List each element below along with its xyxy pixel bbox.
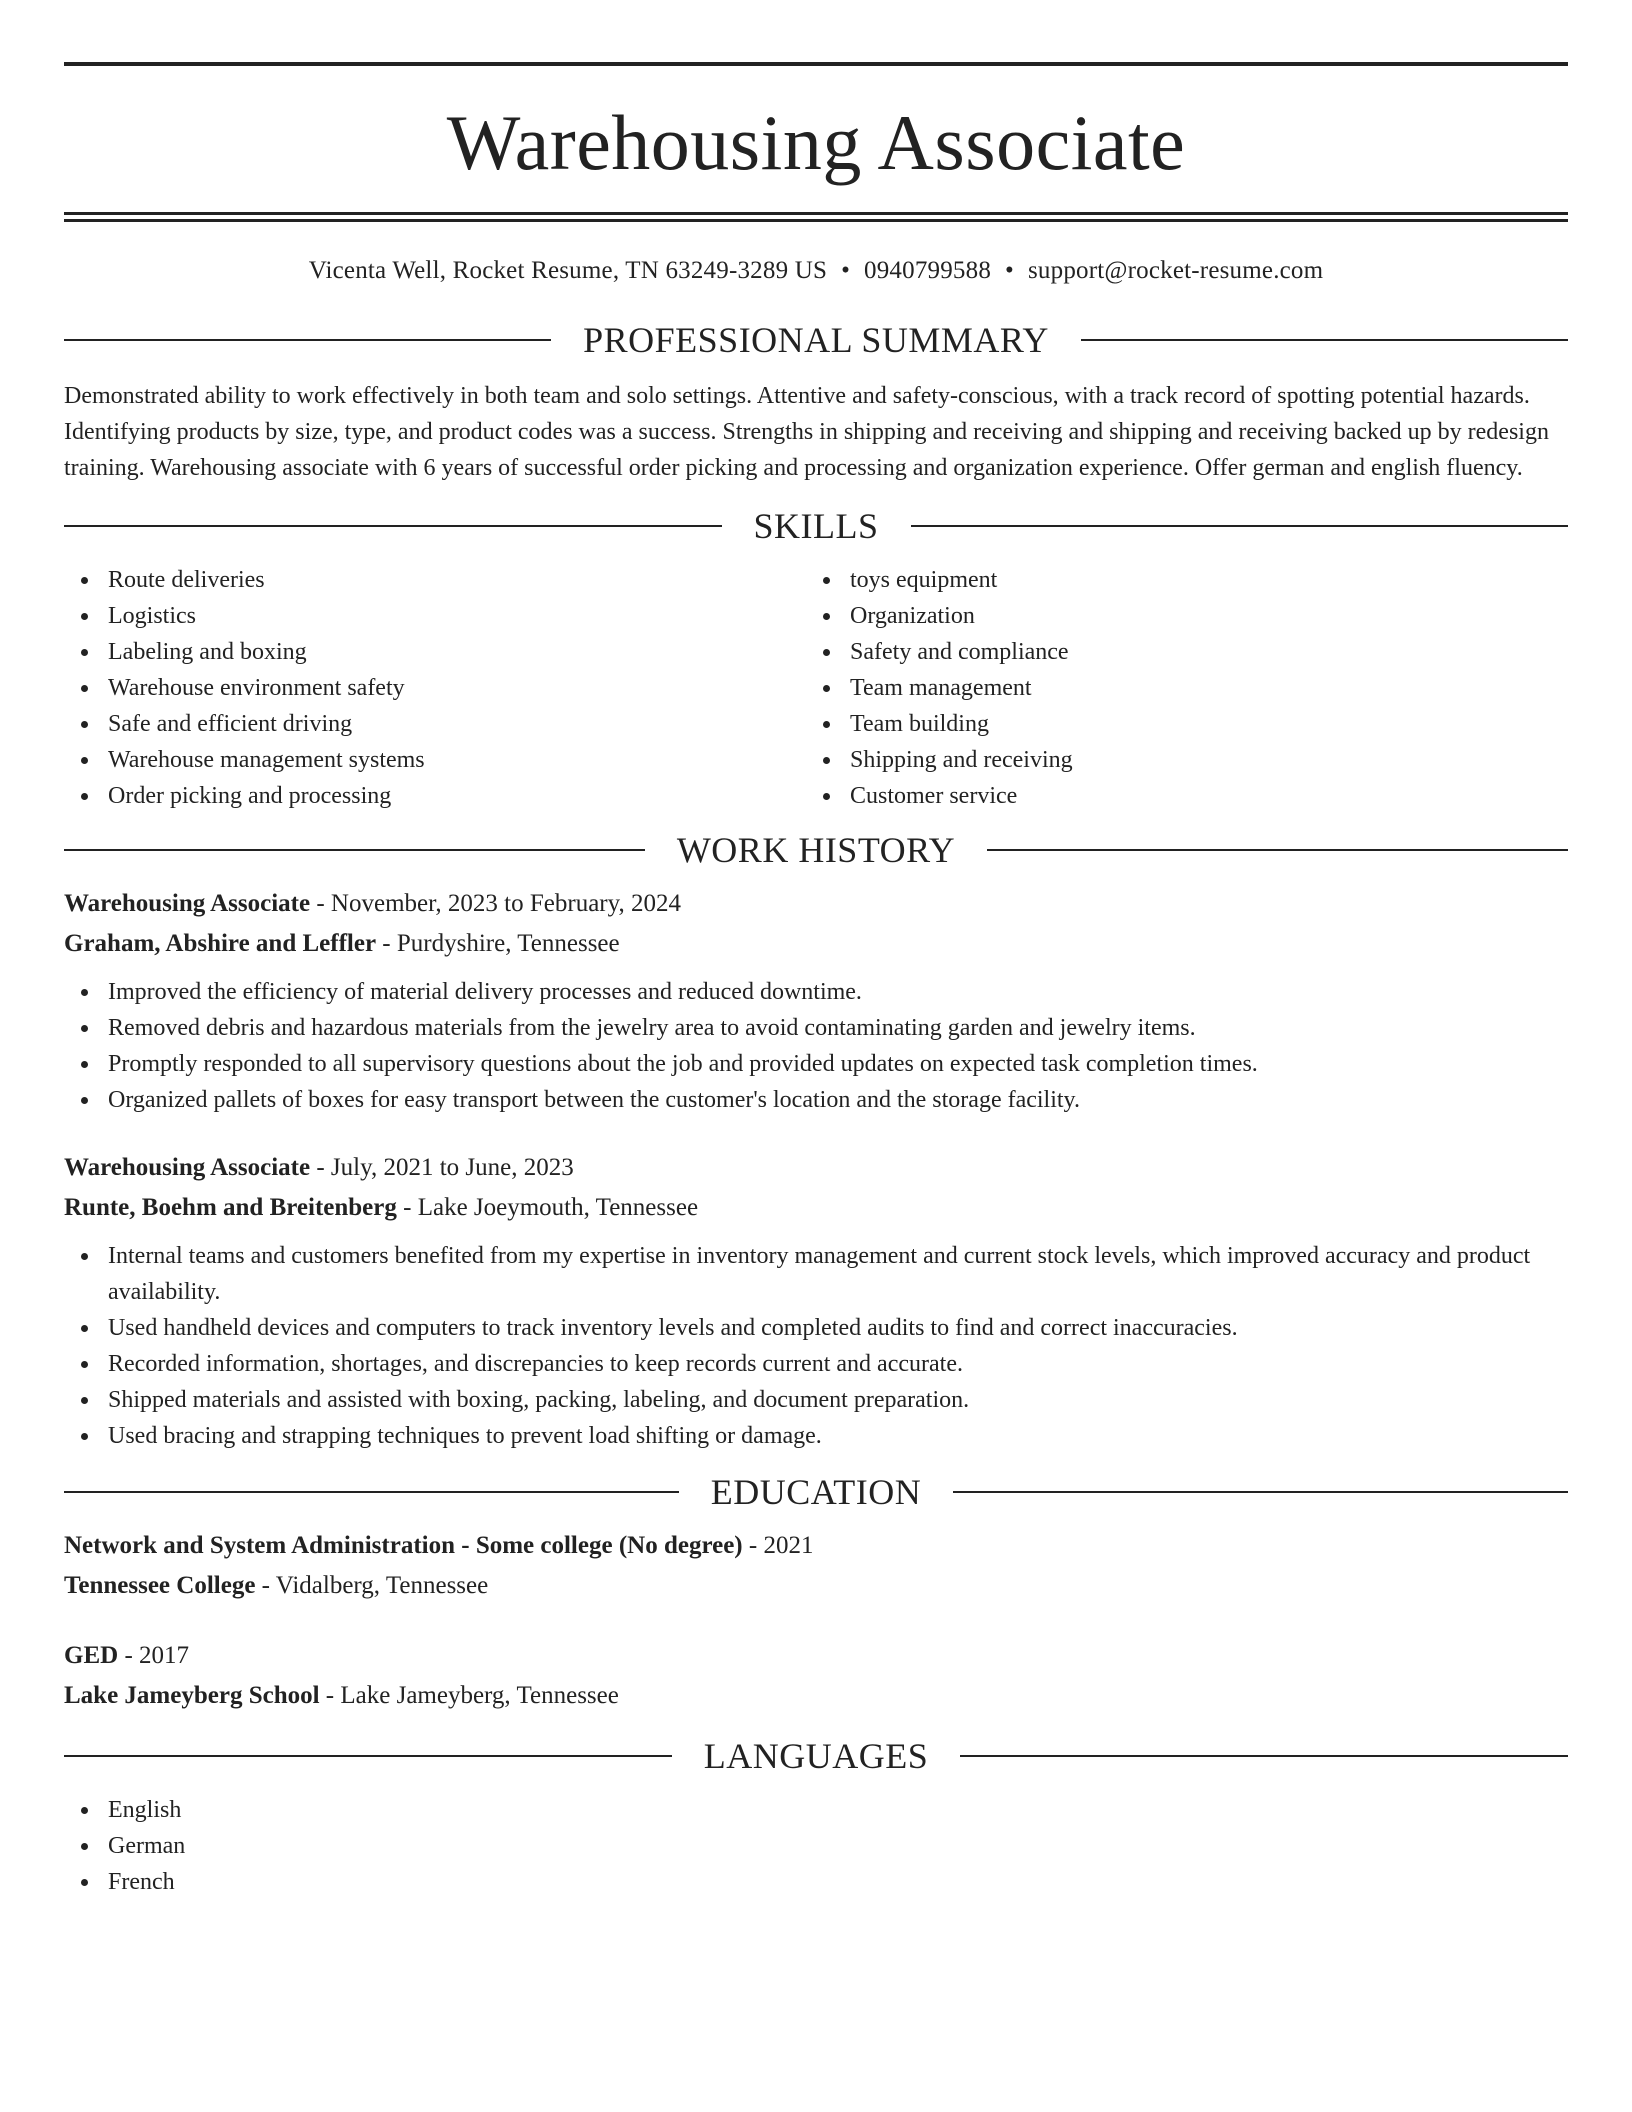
education-degree: GED: [64, 1642, 119, 1669]
contact-separator: •: [841, 257, 851, 284]
job-duty: Removed debris and hazardous materials from the jewelry area to avoid contaminating garden and jewelry items.: [64, 1010, 1568, 1046]
skill-item: Team management: [806, 670, 1548, 706]
skill-item: Customer service: [806, 778, 1548, 814]
section-title: EDUCATION: [710, 1472, 922, 1512]
section-heading-work-history: [64, 832, 1568, 868]
section-heading-summary: [64, 322, 1568, 358]
job-company-line: [64, 924, 1568, 964]
heading-rule: [987, 849, 1568, 851]
job-duty: Recorded information, shortages, and discrepancies to keep records current and accurate.: [64, 1346, 1568, 1382]
job-title-line: [64, 884, 1568, 924]
job-entry: [64, 1148, 1568, 1454]
contact-separator: •: [1005, 257, 1014, 284]
job-duty: Improved the efficiency of material delivery processes and reduced downtime.: [64, 974, 1568, 1010]
skill-item: Organization: [806, 598, 1548, 634]
education-school-line: [64, 1566, 1568, 1606]
language-item: French: [64, 1864, 1568, 1900]
education-entry: [64, 1526, 1568, 1606]
title-double-rule: [64, 212, 1568, 222]
resume-page: [64, 62, 1568, 1900]
education-school: Tennessee College: [64, 1572, 256, 1599]
education-degree-line: [64, 1636, 1568, 1676]
job-company: Graham, Abshire and Leffler: [64, 930, 377, 957]
education-degree: Network and System Administration - Some college (No degree): [64, 1532, 743, 1559]
job-role: Warehousing Associate: [64, 1154, 311, 1181]
skill-item: Warehouse management systems: [64, 742, 806, 778]
education-degree-line: [64, 1526, 1568, 1566]
summary-text: Demonstrated ability to work effectively in both team and solo settings. Attentive and safety-conscious, with a track record of spotting potential hazards. Identifying products by size, type, and product codes was a success. Strengths in shipping and receiving and shipping and receiving backed up by redesign training. Warehousing associate with 6 years of successful order picking and processing and organization experience. Offer german and english fluency.: [64, 383, 1549, 481]
education-year: - 2021: [742, 1532, 814, 1559]
education-location: - Lake Jameyberg, Tennessee: [319, 1682, 619, 1709]
job-duty: Shipped materials and assisted with boxing, packing, labeling, and document preparation.: [64, 1382, 1568, 1418]
skill-item: Safe and efficient driving: [64, 706, 806, 742]
heading-rule: [64, 339, 551, 341]
language-item: English: [64, 1792, 1568, 1828]
skills-column-right: [806, 562, 1548, 814]
section-heading-skills: [64, 508, 1568, 544]
skill-item: Labeling and boxing: [64, 634, 806, 670]
contact-email: support@rocket-resume.com: [1027, 257, 1324, 284]
section-heading-languages: [64, 1738, 1568, 1774]
heading-rule: [64, 1755, 672, 1757]
skill-item: Shipping and receiving: [806, 742, 1548, 778]
heading-rule: [64, 1491, 679, 1493]
job-dates: - July, 2021 to June, 2023: [310, 1154, 574, 1181]
job-duty: Promptly responded to all supervisory questions about the job and provided updates on expected task completion times.: [64, 1046, 1568, 1082]
job-duties: [64, 974, 1568, 1118]
job-duties: [64, 1238, 1568, 1454]
heading-rule: [960, 1755, 1568, 1757]
job-company: Runte, Boehm and Breitenberg: [64, 1194, 397, 1221]
job-dates: - November, 2023 to February, 2024: [310, 890, 682, 917]
resume-title: Warehousing Associate: [446, 99, 1186, 186]
education-entry: [64, 1636, 1568, 1716]
skill-item: Logistics: [64, 598, 806, 634]
section-title: WORK HISTORY: [676, 830, 956, 870]
education-year: - 2017: [118, 1642, 190, 1669]
section-title: LANGUAGES: [703, 1736, 929, 1776]
education-location: - Vidalberg, Tennessee: [255, 1572, 489, 1599]
skill-item: Route deliveries: [64, 562, 806, 598]
heading-rule: [64, 849, 645, 851]
education-school: Lake Jameyberg School: [64, 1682, 320, 1709]
contact-phone: 0940799588: [864, 257, 992, 284]
heading-rule: [64, 525, 722, 527]
top-rule: [64, 62, 1568, 66]
job-title-line: [64, 1148, 1568, 1188]
contact-line: [64, 256, 1568, 286]
skills-list: [64, 562, 1568, 814]
skill-item: Order picking and processing: [64, 778, 806, 814]
language-item: German: [64, 1828, 1568, 1864]
job-company-line: [64, 1188, 1568, 1228]
section-title: PROFESSIONAL SUMMARY: [583, 320, 1049, 360]
job-duty: Organized pallets of boxes for easy transport between the customer's location and the storage facility.: [64, 1082, 1568, 1118]
heading-rule: [1081, 339, 1568, 341]
section-heading-education: [64, 1474, 1568, 1510]
heading-rule: [911, 525, 1569, 527]
section-title: SKILLS: [753, 506, 879, 546]
job-duty: Used bracing and strapping techniques to prevent load shifting or damage.: [64, 1418, 1568, 1454]
job-location: - Lake Joeymouth, Tennessee: [396, 1194, 699, 1221]
education-school-line: [64, 1676, 1568, 1716]
job-location: - Purdyshire, Tennessee: [376, 930, 620, 957]
contact-address: Vicenta Well, Rocket Resume, TN 63249-3289 US: [308, 257, 828, 284]
heading-rule: [953, 1491, 1568, 1493]
job-entry: [64, 884, 1568, 1118]
job-duty: Internal teams and customers benefited from my expertise in inventory management and current stock levels, which improved accuracy and product availability.: [64, 1238, 1568, 1310]
skills-column-left: [64, 562, 806, 814]
job-role: Warehousing Associate: [64, 890, 311, 917]
skill-item: Safety and compliance: [806, 634, 1548, 670]
languages-list: [64, 1792, 1568, 1900]
skill-item: toys equipment: [806, 562, 1548, 598]
job-duty: Used handheld devices and computers to track inventory levels and completed audits to find and correct inaccuracies.: [64, 1310, 1568, 1346]
skill-item: Team building: [806, 706, 1548, 742]
skill-item: Warehouse environment safety: [64, 670, 806, 706]
